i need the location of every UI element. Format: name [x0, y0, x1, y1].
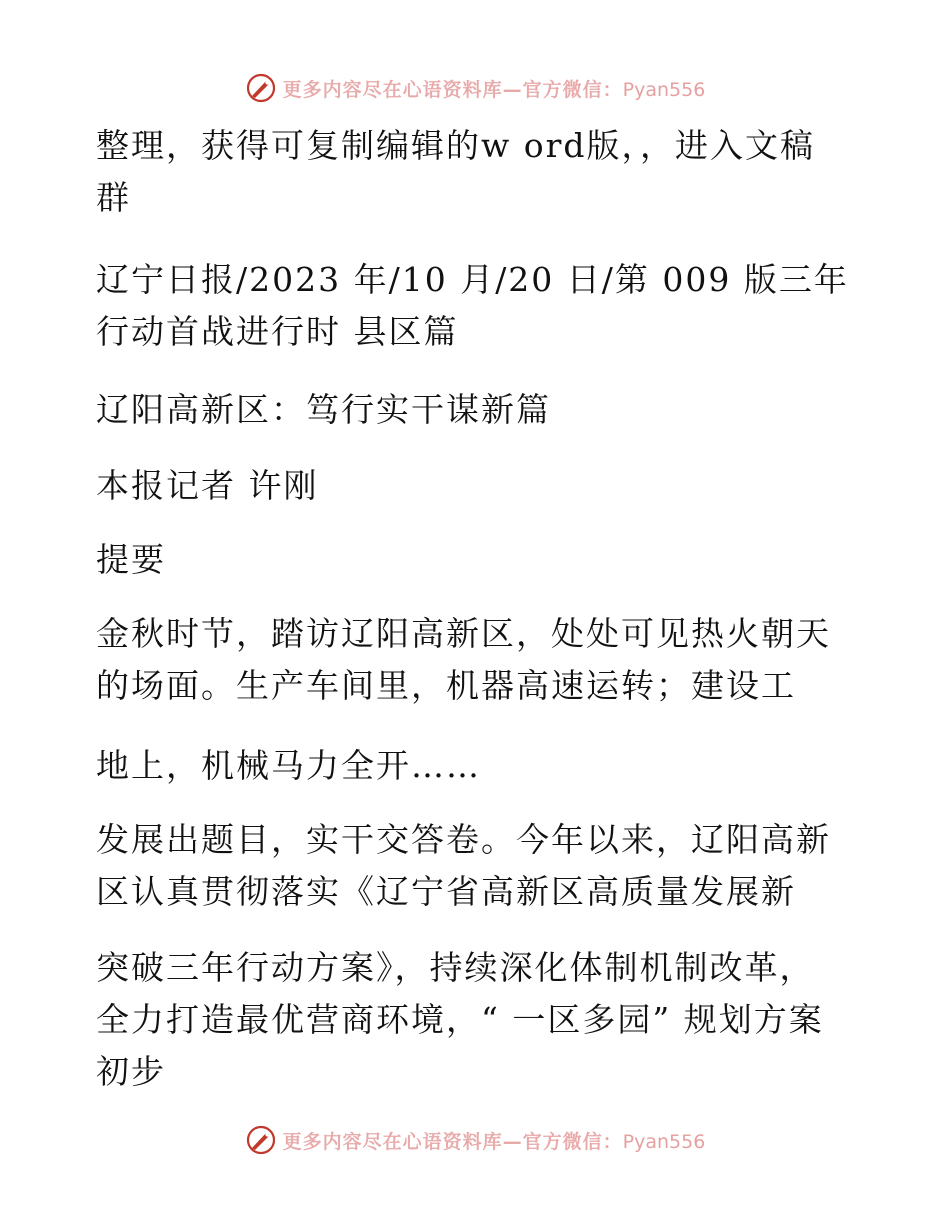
header-watermark — [0, 72, 950, 104]
article-title — [96, 384, 856, 436]
paragraph-line: 金秋时节，踏访辽阳高新区，处处可见热火朝天 — [96, 614, 831, 653]
paragraph-line: 本报记者 许刚 — [96, 466, 319, 505]
paragraph-line: 的场面。生产车间里，机器高速运转；建设工 — [96, 666, 796, 705]
paragraph-1 — [96, 120, 856, 224]
summary-heading — [96, 534, 856, 586]
paragraph-line: 地上，机械马力全开…… — [96, 746, 481, 785]
paragraph-line: 行动首战进行时 县区篇 — [96, 312, 459, 351]
paragraph-line: 突破三年行动方案》，持续深化体制机制改革， — [96, 948, 815, 987]
footer-watermark — [0, 1124, 950, 1156]
paragraph-line: 初步 — [96, 1052, 166, 1091]
watermark-text: 更多内容尽在心语资料库—官方微信：Pyan556 — [282, 1130, 706, 1153]
paragraph-line: 发展出题目，实干交答卷。今年以来，辽阳高新 — [96, 820, 831, 859]
paragraph-line: 提要 — [96, 540, 166, 579]
paragraph-7 — [96, 740, 856, 792]
paragraph-2 — [96, 254, 856, 358]
pen-seal-icon — [245, 1124, 277, 1156]
paragraph-8 — [96, 814, 856, 918]
paragraph-line: 群 — [96, 178, 131, 217]
watermark-wechat-id: Pyan556 — [622, 78, 706, 101]
paragraph-line: 全力打造最优营商环境，“ 一区多园” 规划方案 — [96, 1000, 824, 1039]
paragraph-line: 整理，获得可复制编辑的w ord版，，进入文稿 — [96, 126, 816, 165]
paragraph-9 — [96, 942, 856, 1098]
paragraph-line: 区认真贯彻落实《辽宁省高新区高质量发展新 — [96, 872, 796, 911]
paragraph-line: 辽阳高新区：笃行实干谋新篇 — [96, 390, 551, 429]
watermark-wechat-id: Pyan556 — [622, 1130, 706, 1153]
pen-seal-icon — [245, 72, 277, 104]
watermark-text: 更多内容尽在心语资料库—官方微信：Pyan556 — [282, 78, 706, 101]
paragraph-line: 辽宁日报/2023 年/10 月/20 日/第 009 版三年 — [96, 260, 849, 299]
byline — [96, 460, 856, 512]
paragraph-6 — [96, 608, 856, 712]
